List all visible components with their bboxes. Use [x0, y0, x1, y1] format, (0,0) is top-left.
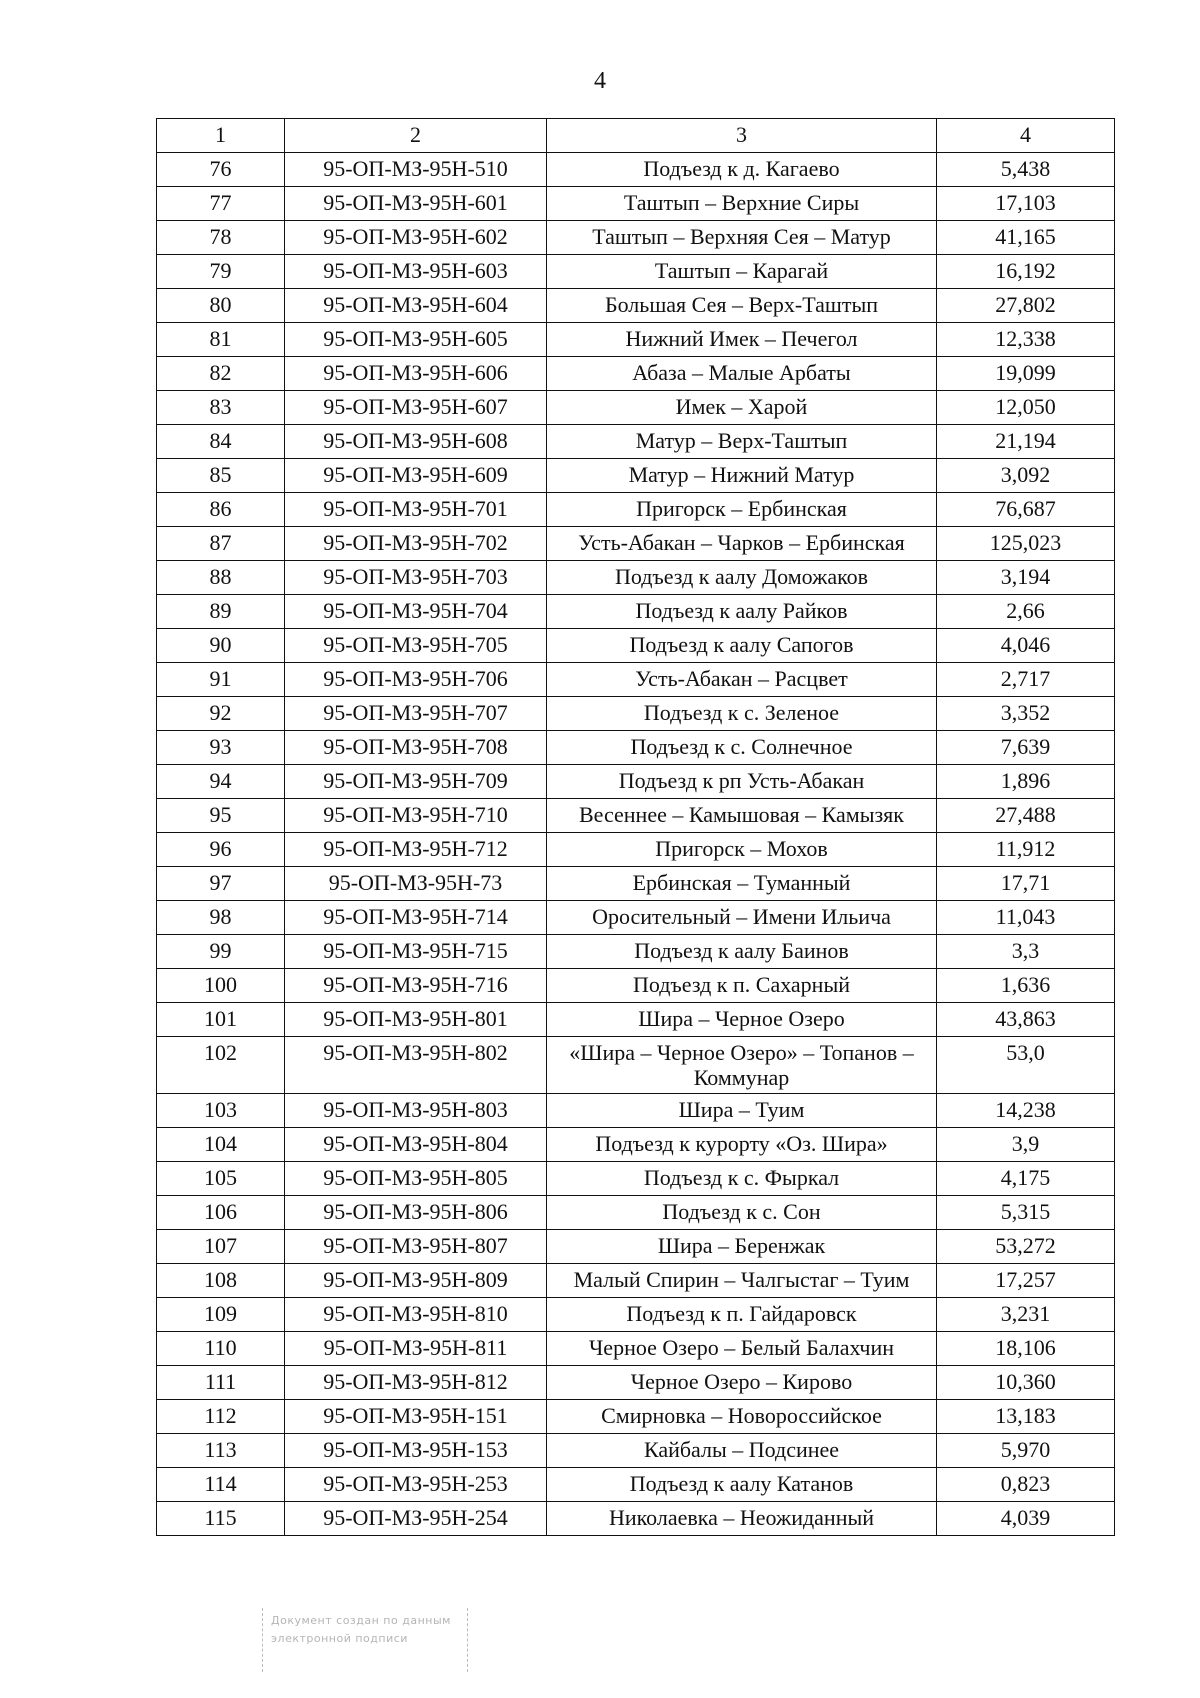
row-number-cell: 103: [157, 1093, 285, 1127]
table-row: [157, 935, 1115, 969]
length-cell: 4,175: [937, 1161, 1115, 1195]
road-id-cell: 95-ОП-МЗ-95Н-810: [285, 1297, 547, 1331]
header-col-2: 2: [285, 119, 547, 153]
road-id-cell: 95-ОП-МЗ-95Н-153: [285, 1433, 547, 1467]
roads-table: [156, 118, 1115, 1536]
road-id-cell: 95-ОП-МЗ-95Н-801: [285, 1003, 547, 1037]
road-id-cell: 95-ОП-МЗ-95Н-609: [285, 459, 547, 493]
road-id-cell: 95-ОП-МЗ-95Н-605: [285, 323, 547, 357]
table-row: [157, 1365, 1115, 1399]
road-name-cell: Большая Сея – Верх-Таштып: [547, 289, 937, 323]
road-name-cell: Подъезд к курорту «Оз. Шира»: [547, 1127, 937, 1161]
road-id-cell: 95-ОП-МЗ-95Н-705: [285, 629, 547, 663]
length-cell: 27,802: [937, 289, 1115, 323]
length-cell: 17,103: [937, 187, 1115, 221]
length-cell: 4,039: [937, 1501, 1115, 1535]
road-name-cell: Кайбалы – Подсинее: [547, 1433, 937, 1467]
road-id-cell: 95-ОП-МЗ-95Н-715: [285, 935, 547, 969]
row-number-cell: 77: [157, 187, 285, 221]
table-row: [157, 323, 1115, 357]
road-name-cell: Матур – Верх-Таштып: [547, 425, 937, 459]
table-row: [157, 459, 1115, 493]
table-row: [157, 1229, 1115, 1263]
length-cell: 12,050: [937, 391, 1115, 425]
row-number-cell: 114: [157, 1467, 285, 1501]
road-name-cell: Таштып – Карагай: [547, 255, 937, 289]
road-id-cell: 95-ОП-МЗ-95Н-603: [285, 255, 547, 289]
table-row: [157, 255, 1115, 289]
table-row: [157, 391, 1115, 425]
table-row: [157, 153, 1115, 187]
row-number-cell: 94: [157, 765, 285, 799]
length-cell: 125,023: [937, 527, 1115, 561]
row-number-cell: 110: [157, 1331, 285, 1365]
road-id-cell: 95-ОП-МЗ-95Н-151: [285, 1399, 547, 1433]
road-name-cell: Черное Озеро – Кирово: [547, 1365, 937, 1399]
row-number-cell: 85: [157, 459, 285, 493]
length-cell: 19,099: [937, 357, 1115, 391]
road-name-cell: Черное Озеро – Белый Балахчин: [547, 1331, 937, 1365]
length-cell: 11,043: [937, 901, 1115, 935]
road-id-cell: 95-ОП-МЗ-95Н-710: [285, 799, 547, 833]
road-id-cell: 95-ОП-МЗ-95Н-805: [285, 1161, 547, 1195]
row-number-cell: 91: [157, 663, 285, 697]
road-id-cell: 95-ОП-МЗ-95Н-802: [285, 1037, 547, 1094]
length-cell: 76,687: [937, 493, 1115, 527]
road-name-cell: Подъезд к аалу Доможаков: [547, 561, 937, 595]
row-number-cell: 88: [157, 561, 285, 595]
road-id-cell: 95-ОП-МЗ-95Н-606: [285, 357, 547, 391]
road-name-cell: Таштып – Верхние Сиры: [547, 187, 937, 221]
road-name-cell: Подъезд к аалу Катанов: [547, 1467, 937, 1501]
table-row: [157, 697, 1115, 731]
table-row: [157, 731, 1115, 765]
table-row: [157, 595, 1115, 629]
road-name-cell: Пригорск – Мохов: [547, 833, 937, 867]
road-name-cell: Малый Спирин – Чалгыстаг – Туим: [547, 1263, 937, 1297]
row-number-cell: 99: [157, 935, 285, 969]
road-name-cell: Ербинская – Туманный: [547, 867, 937, 901]
table-row: [157, 1399, 1115, 1433]
table-row: [157, 629, 1115, 663]
length-cell: 1,636: [937, 969, 1115, 1003]
row-number-cell: 112: [157, 1399, 285, 1433]
road-id-cell: 95-ОП-МЗ-95Н-703: [285, 561, 547, 595]
length-cell: 21,194: [937, 425, 1115, 459]
road-name-cell: Весеннее – Камышовая – Камызяк: [547, 799, 937, 833]
length-cell: 17,71: [937, 867, 1115, 901]
road-id-cell: 95-ОП-МЗ-95Н-807: [285, 1229, 547, 1263]
road-id-cell: 95-ОП-МЗ-95Н-73: [285, 867, 547, 901]
header-col-1: 1: [157, 119, 285, 153]
row-number-cell: 96: [157, 833, 285, 867]
row-number-cell: 100: [157, 969, 285, 1003]
table-row: [157, 1433, 1115, 1467]
row-number-cell: 107: [157, 1229, 285, 1263]
stamp-line: Документ создан по данным: [271, 1614, 451, 1627]
row-number-cell: 80: [157, 289, 285, 323]
row-number-cell: 90: [157, 629, 285, 663]
road-name-cell: Пригорск – Ербинская: [547, 493, 937, 527]
row-number-cell: 106: [157, 1195, 285, 1229]
table-row: [157, 561, 1115, 595]
table-row: [157, 357, 1115, 391]
page-number: 4: [594, 68, 606, 94]
road-name-cell: Подъезд к д. Кагаево: [547, 153, 937, 187]
road-name-cell: Усть-Абакан – Чарков – Ербинская: [547, 527, 937, 561]
row-number-cell: 108: [157, 1263, 285, 1297]
length-cell: 7,639: [937, 731, 1115, 765]
table-row: [157, 1331, 1115, 1365]
table-row: [157, 289, 1115, 323]
header-col-4: 4: [937, 119, 1115, 153]
road-name-cell: Оросительный – Имени Ильича: [547, 901, 937, 935]
road-id-cell: 95-ОП-МЗ-95Н-704: [285, 595, 547, 629]
table-row: [157, 833, 1115, 867]
road-name-cell: «Шира – Черное Озеро» – Топанов – Коммунар: [547, 1037, 937, 1094]
road-id-cell: 95-ОП-МЗ-95Н-809: [285, 1263, 547, 1297]
length-cell: 3,231: [937, 1297, 1115, 1331]
road-name-cell: Усть-Абакан – Расцвет: [547, 663, 937, 697]
road-id-cell: 95-ОП-МЗ-95Н-510: [285, 153, 547, 187]
road-name-cell: Шира – Беренжак: [547, 1229, 937, 1263]
row-number-cell: 113: [157, 1433, 285, 1467]
length-cell: 11,912: [937, 833, 1115, 867]
stamp-line: электронной подписи: [271, 1632, 408, 1645]
row-number-cell: 84: [157, 425, 285, 459]
road-id-cell: 95-ОП-МЗ-95Н-806: [285, 1195, 547, 1229]
table-row: [157, 663, 1115, 697]
row-number-cell: 86: [157, 493, 285, 527]
road-name-cell: Шира – Черное Озеро: [547, 1003, 937, 1037]
row-number-cell: 89: [157, 595, 285, 629]
table-row: [157, 1127, 1115, 1161]
row-number-cell: 98: [157, 901, 285, 935]
faded-stamp: [262, 1608, 468, 1672]
length-cell: 2,66: [937, 595, 1115, 629]
table-header: [157, 119, 1115, 153]
table-row: [157, 1003, 1115, 1037]
table-row: [157, 493, 1115, 527]
length-cell: 5,970: [937, 1433, 1115, 1467]
header-col-3: 3: [547, 119, 937, 153]
road-id-cell: 95-ОП-МЗ-95Н-702: [285, 527, 547, 561]
road-id-cell: 95-ОП-МЗ-95Н-608: [285, 425, 547, 459]
length-cell: 18,106: [937, 1331, 1115, 1365]
row-number-cell: 82: [157, 357, 285, 391]
length-cell: 1,896: [937, 765, 1115, 799]
row-number-cell: 115: [157, 1501, 285, 1535]
table-row: [157, 1297, 1115, 1331]
road-name-cell: Подъезд к с. Солнечное: [547, 731, 937, 765]
road-name-cell: Подъезд к аалу Райков: [547, 595, 937, 629]
road-name-cell: Абаза – Малые Арбаты: [547, 357, 937, 391]
road-name-cell: Подъезд к аалу Сапогов: [547, 629, 937, 663]
row-number-cell: 83: [157, 391, 285, 425]
row-number-cell: 101: [157, 1003, 285, 1037]
length-cell: 13,183: [937, 1399, 1115, 1433]
road-id-cell: 95-ОП-МЗ-95Н-706: [285, 663, 547, 697]
length-cell: 14,238: [937, 1093, 1115, 1127]
table-row: [157, 969, 1115, 1003]
table-row: [157, 221, 1115, 255]
road-name-cell: Имек – Харой: [547, 391, 937, 425]
row-number-cell: 104: [157, 1127, 285, 1161]
table-row: [157, 799, 1115, 833]
road-id-cell: 95-ОП-МЗ-95Н-604: [285, 289, 547, 323]
length-cell: 5,438: [937, 153, 1115, 187]
table-row: [157, 1161, 1115, 1195]
road-name-cell: Подъезд к аалу Баинов: [547, 935, 937, 969]
table-row: [157, 1501, 1115, 1535]
road-id-cell: 95-ОП-МЗ-95Н-712: [285, 833, 547, 867]
table-row: [157, 527, 1115, 561]
table-row: [157, 187, 1115, 221]
length-cell: 53,272: [937, 1229, 1115, 1263]
road-id-cell: 95-ОП-МЗ-95Н-803: [285, 1093, 547, 1127]
table-row: [157, 425, 1115, 459]
row-number-cell: 78: [157, 221, 285, 255]
length-cell: 43,863: [937, 1003, 1115, 1037]
road-id-cell: 95-ОП-МЗ-95Н-601: [285, 187, 547, 221]
road-id-cell: 95-ОП-МЗ-95Н-254: [285, 1501, 547, 1535]
row-number-cell: 81: [157, 323, 285, 357]
road-name-cell: Шира – Туим: [547, 1093, 937, 1127]
row-number-cell: 93: [157, 731, 285, 765]
row-number-cell: 102: [157, 1037, 285, 1094]
length-cell: 4,046: [937, 629, 1115, 663]
road-name-cell: Матур – Нижний Матур: [547, 459, 937, 493]
table-row: [157, 1037, 1115, 1094]
road-name-cell: Смирновка – Новороссийское: [547, 1399, 937, 1433]
table-row: [157, 765, 1115, 799]
length-cell: 5,315: [937, 1195, 1115, 1229]
length-cell: 3,194: [937, 561, 1115, 595]
length-cell: 3,352: [937, 697, 1115, 731]
table-row: [157, 1263, 1115, 1297]
row-number-cell: 105: [157, 1161, 285, 1195]
road-id-cell: 95-ОП-МЗ-95Н-812: [285, 1365, 547, 1399]
road-id-cell: 95-ОП-МЗ-95Н-253: [285, 1467, 547, 1501]
road-id-cell: 95-ОП-МЗ-95Н-709: [285, 765, 547, 799]
table-row: [157, 1093, 1115, 1127]
row-number-cell: 111: [157, 1365, 285, 1399]
length-cell: 41,165: [937, 221, 1115, 255]
row-number-cell: 109: [157, 1297, 285, 1331]
length-cell: 3,3: [937, 935, 1115, 969]
table-row: [157, 1467, 1115, 1501]
road-name-cell: Таштып – Верхняя Сея – Матур: [547, 221, 937, 255]
length-cell: 3,9: [937, 1127, 1115, 1161]
road-name-cell: Подъезд к с. Фыркал: [547, 1161, 937, 1195]
header-row: [157, 119, 1115, 153]
road-id-cell: 95-ОП-МЗ-95Н-707: [285, 697, 547, 731]
table-row: [157, 901, 1115, 935]
road-id-cell: 95-ОП-МЗ-95Н-716: [285, 969, 547, 1003]
road-name-cell: Николаевка – Неожиданный: [547, 1501, 937, 1535]
road-name-cell: Подъезд к п. Гайдаровск: [547, 1297, 937, 1331]
road-name-cell: Подъезд к с. Сон: [547, 1195, 937, 1229]
table-row: [157, 1195, 1115, 1229]
road-id-cell: 95-ОП-МЗ-95Н-811: [285, 1331, 547, 1365]
road-id-cell: 95-ОП-МЗ-95Н-804: [285, 1127, 547, 1161]
length-cell: 10,360: [937, 1365, 1115, 1399]
road-id-cell: 95-ОП-МЗ-95Н-714: [285, 901, 547, 935]
table-body: [157, 153, 1115, 1536]
length-cell: 0,823: [937, 1467, 1115, 1501]
road-name-cell: Подъезд к рп Усть-Абакан: [547, 765, 937, 799]
road-name-cell: Нижний Имек – Печегол: [547, 323, 937, 357]
row-number-cell: 92: [157, 697, 285, 731]
row-number-cell: 76: [157, 153, 285, 187]
road-id-cell: 95-ОП-МЗ-95Н-701: [285, 493, 547, 527]
length-cell: 2,717: [937, 663, 1115, 697]
road-name-cell: Подъезд к п. Сахарный: [547, 969, 937, 1003]
road-id-cell: 95-ОП-МЗ-95Н-602: [285, 221, 547, 255]
row-number-cell: 95: [157, 799, 285, 833]
length-cell: 16,192: [937, 255, 1115, 289]
road-name-cell: Подъезд к с. Зеленое: [547, 697, 937, 731]
table-row: [157, 867, 1115, 901]
row-number-cell: 97: [157, 867, 285, 901]
length-cell: 27,488: [937, 799, 1115, 833]
row-number-cell: 79: [157, 255, 285, 289]
length-cell: 12,338: [937, 323, 1115, 357]
length-cell: 17,257: [937, 1263, 1115, 1297]
road-id-cell: 95-ОП-МЗ-95Н-708: [285, 731, 547, 765]
row-number-cell: 87: [157, 527, 285, 561]
length-cell: 53,0: [937, 1037, 1115, 1094]
road-id-cell: 95-ОП-МЗ-95Н-607: [285, 391, 547, 425]
length-cell: 3,092: [937, 459, 1115, 493]
